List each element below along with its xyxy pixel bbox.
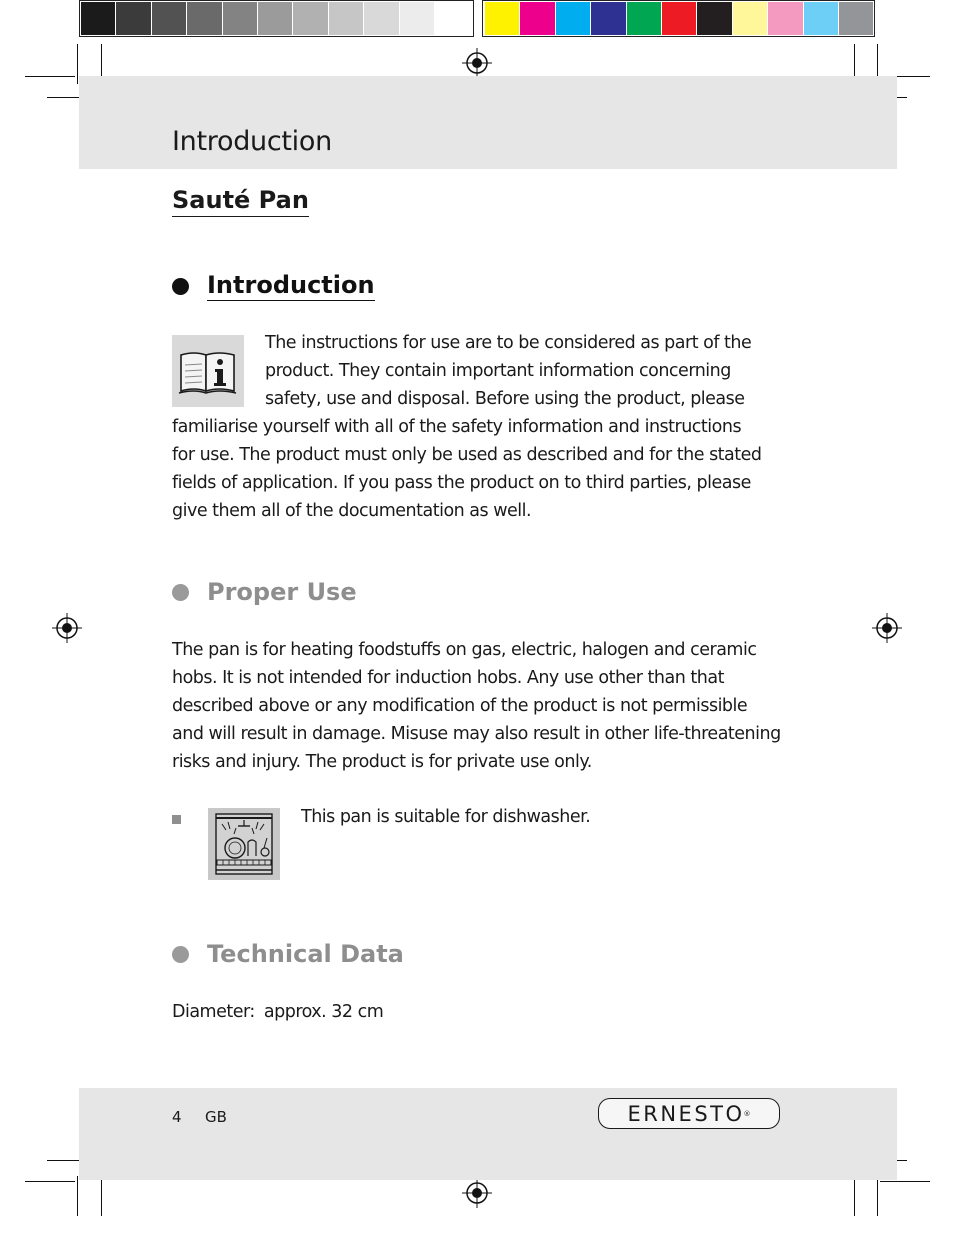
section-title: Introduction xyxy=(207,271,375,299)
text-line: The instructions for use are to be considered as part of the xyxy=(265,333,752,353)
text-line: and will result in damage. Misuse may also result in other life-threatening xyxy=(172,724,781,744)
text-line: The pan is for heating foodstuffs on gas, electric, halogen and ceramic xyxy=(172,640,757,660)
section-heading-introduction xyxy=(172,268,375,304)
section-bullet xyxy=(172,278,189,295)
text-line: fields of application. If you pass the product on to third parties, please xyxy=(172,473,751,493)
page-number: 4 xyxy=(172,1108,182,1126)
info-book-icon xyxy=(172,335,244,407)
text-line: product. They contain important information concerning xyxy=(265,361,731,381)
dishwasher-icon xyxy=(208,808,280,880)
text-line: for use. The product must only be used as described and for the stated xyxy=(172,445,762,465)
list-bullet xyxy=(172,815,181,824)
registration-mark-icon xyxy=(462,1178,492,1208)
section-title: Proper Use xyxy=(207,577,357,606)
registration-mark-icon xyxy=(872,613,902,643)
text-line: familiarise yourself with all of the safety information and instructions xyxy=(172,417,742,437)
process-color-frame xyxy=(482,0,875,37)
section-bullet xyxy=(172,946,189,963)
text-line: risks and injury. The product is for private use only. xyxy=(172,752,592,772)
registration-mark-icon xyxy=(52,613,82,643)
intro-paragraph-full xyxy=(172,413,762,525)
text-line: safety, use and disposal. Before using the product, please xyxy=(265,389,745,409)
grey-ramp-frame xyxy=(79,0,474,37)
text-line: described above or any modification of the product is not permissible xyxy=(172,696,748,716)
brand-logo: ERNESTO ® xyxy=(598,1098,780,1129)
registration-mark-icon xyxy=(462,48,492,78)
section-bullet xyxy=(172,584,189,601)
diameter-row xyxy=(172,998,383,1026)
language-code: GB xyxy=(205,1108,227,1126)
intro-paragraph-wrap xyxy=(265,329,751,413)
section-title: Technical Data xyxy=(207,939,404,968)
section-heading-proper-use xyxy=(172,574,357,610)
section-heading-technical-data xyxy=(172,936,404,972)
text-line: give them all of the documentation as well. xyxy=(172,501,532,521)
page-title: Introduction xyxy=(172,126,332,157)
dishwasher-note: This pan is suitable for dishwasher. xyxy=(301,807,591,827)
diameter-value: approx. 32 cm xyxy=(263,1002,384,1022)
proper-use-paragraph xyxy=(172,636,781,776)
diameter-label: Diameter: xyxy=(172,1002,255,1022)
product-title: Sauté Pan xyxy=(172,186,309,217)
brand-logo-text: ERNESTO xyxy=(627,1101,745,1126)
text-line: hobs. It is not intended for induction hobs. Any use other than that xyxy=(172,668,724,688)
